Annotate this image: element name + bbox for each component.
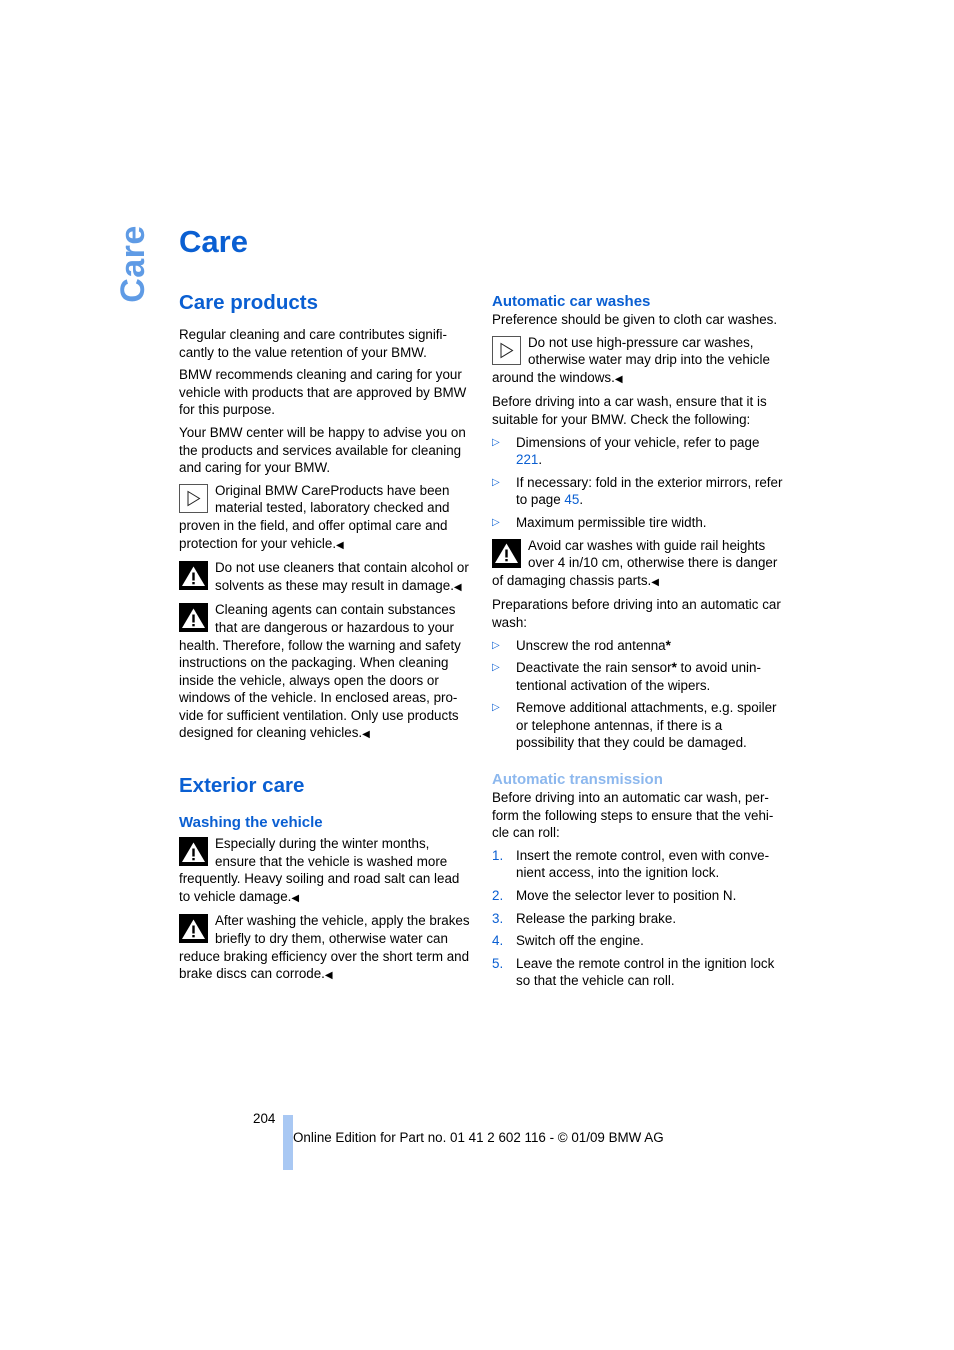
paragraph: BMW recommends cleaning and caring for your vehicle with products that are approved by BMW for this purpose. bbox=[179, 367, 467, 418]
list-item bbox=[492, 474, 783, 509]
list-item-suffix: . bbox=[538, 452, 543, 468]
step-number: 5. bbox=[492, 955, 504, 971]
warning-note bbox=[492, 537, 783, 592]
automatic-car-washes-heading: Automatic car washes bbox=[492, 293, 651, 310]
warning-text: Cleaning agents can contain substances that are dangerous or hazardous to your health. Therefore, follow the warning and safety instructions on the packaging. When cleaning inside the vehicle, always open the doors or windows of the vehicle. In enclosed areas, pro-vide for sufficient ventilation. Only use products designed for cleaning vehicles. bbox=[179, 602, 461, 741]
end-mark-icon: ◀ bbox=[336, 539, 344, 551]
warning-note bbox=[179, 835, 470, 907]
list-item-text: Remove additional attachments, e.g. spoiler or telephone antennas, if there is a possibility that they could be damaged. bbox=[516, 700, 777, 751]
check-list bbox=[492, 434, 783, 532]
step-number: 4. bbox=[492, 933, 504, 949]
side-tab bbox=[114, 225, 153, 303]
page-title: Care bbox=[179, 224, 248, 259]
automatic-transmission-heading: Automatic transmission bbox=[492, 771, 663, 789]
washing-vehicle-heading: Washing the vehicle bbox=[179, 814, 323, 832]
step-text: Move the selector lever to position N. bbox=[516, 888, 737, 904]
paragraph: Before driving into a car wash, ensure that it is suitable for your BMW. Check the following: bbox=[492, 394, 767, 427]
paragraph: Before driving into an automatic car wash, per-form the following steps to ensure that the vehi-cle can roll: bbox=[492, 790, 774, 841]
list-item-text: If necessary: fold in the exterior mirrors, refer to page bbox=[516, 474, 783, 508]
page-number: 204 bbox=[253, 1111, 276, 1126]
left-column bbox=[179, 290, 470, 990]
preparation-list bbox=[492, 637, 783, 753]
list-item-text: Dimensions of your vehicle, refer to page bbox=[516, 434, 760, 450]
triangle-bullet-icon: ▷ bbox=[492, 639, 500, 651]
paragraph: Your BMW center will be happy to advise you on the products and services available for cleaning and caring for your BMW. bbox=[179, 424, 466, 476]
step-item bbox=[492, 932, 783, 950]
end-mark-icon: ◀ bbox=[614, 373, 623, 385]
list-item bbox=[492, 699, 783, 752]
triangle-bullet-icon: ▷ bbox=[492, 662, 500, 674]
care-products-heading: Care products bbox=[179, 291, 318, 314]
tip-note bbox=[492, 334, 783, 389]
list-item bbox=[492, 514, 783, 532]
list-item bbox=[492, 637, 783, 655]
list-item-text: Maximum permissible tire width. bbox=[516, 514, 707, 530]
steps-list bbox=[492, 847, 783, 990]
step-text: Leave the remote control in the ignition lock so that the vehicle can roll. bbox=[516, 955, 775, 989]
list-item-text: Unscrew the rod antenna bbox=[516, 637, 666, 653]
end-mark-icon: ◀ bbox=[362, 729, 370, 741]
warning-note bbox=[179, 559, 470, 596]
warning-icon bbox=[492, 539, 521, 568]
triangle-bullet-icon: ▷ bbox=[492, 702, 500, 714]
step-item bbox=[492, 910, 783, 928]
triangle-bullet-icon: ▷ bbox=[492, 436, 500, 448]
step-item bbox=[492, 955, 783, 990]
tip-note bbox=[179, 482, 470, 554]
paragraph: Regular cleaning and care contributes signifi-cantly to the value retention of your BMW. bbox=[179, 327, 447, 360]
list-item-suffix: . bbox=[579, 492, 584, 508]
side-tab-label: Care bbox=[114, 225, 153, 303]
end-mark-icon: ◀ bbox=[291, 892, 300, 904]
warning-text: After washing the vehicle, apply the brakes briefly to dry them, otherwise water can reduce braking efficiency over the short term and brake discs can corrode. bbox=[179, 913, 470, 982]
warning-text: Avoid car washes with guide rail heights over 4 in/10 cm, otherwise there is danger of damaging chassis parts. bbox=[492, 537, 778, 588]
step-number: 1. bbox=[492, 847, 504, 863]
warning-icon bbox=[179, 603, 208, 632]
footer-bar bbox=[283, 1115, 293, 1170]
warning-note bbox=[179, 601, 470, 744]
list-item bbox=[492, 659, 783, 694]
play-tip-icon bbox=[492, 336, 521, 365]
play-tip-icon bbox=[179, 484, 208, 513]
warning-icon bbox=[179, 561, 208, 590]
page-link[interactable]: 221 bbox=[516, 452, 539, 468]
paragraph: Preference should be given to cloth car washes. bbox=[492, 312, 778, 327]
footer-text: Online Edition for Part no. 01 41 2 602 116 - © 01/09 BMW AG bbox=[293, 1130, 664, 1145]
page-link[interactable]: 45 bbox=[564, 492, 580, 508]
list-item-suffix: to avoid unin-tentional activation of the wipers. bbox=[516, 660, 761, 693]
step-item bbox=[492, 847, 783, 882]
warning-text: Especially during the winter months, ensure that the vehicle is washed more frequently. Heavy soiling and road salt can lead to vehicle damage. bbox=[179, 836, 460, 904]
end-mark-icon: ◀ bbox=[324, 970, 333, 982]
paragraph: Preparations before driving into an automatic car wash: bbox=[492, 597, 781, 630]
end-mark-icon: ◀ bbox=[453, 581, 462, 593]
tip-text: Do not use high-pressure car washes, otherwise water may drip into the vehicle around the windows. bbox=[492, 334, 770, 385]
step-number: 2. bbox=[492, 888, 504, 904]
warning-icon bbox=[179, 837, 208, 866]
end-mark-icon: ◀ bbox=[651, 576, 659, 588]
tip-text: Original BMW CareProducts have been material tested, laboratory checked and proven in the field, and offer optimal care and protection for your vehicle. bbox=[179, 482, 450, 551]
warning-icon bbox=[179, 914, 208, 943]
step-item bbox=[492, 887, 783, 905]
warning-note bbox=[179, 912, 470, 984]
optional-equipment-star: * bbox=[665, 637, 671, 653]
list-item-text: Deactivate the rain sensor bbox=[516, 660, 672, 676]
step-text: Switch off the engine. bbox=[516, 933, 644, 949]
triangle-bullet-icon: ▷ bbox=[492, 476, 500, 488]
step-text: Insert the remote control, even with conve-nient access, into the ignition lock. bbox=[516, 847, 770, 881]
step-number: 3. bbox=[492, 910, 504, 926]
optional-equipment-star: * bbox=[671, 660, 677, 676]
right-column bbox=[492, 292, 783, 995]
step-text: Release the parking brake. bbox=[516, 910, 677, 926]
warning-text: Do not use cleaners that contain alcohol or solvents as these may result in damage. bbox=[215, 560, 469, 593]
list-item bbox=[492, 434, 783, 469]
triangle-bullet-icon: ▷ bbox=[492, 516, 500, 528]
exterior-care-heading: Exterior care bbox=[179, 774, 305, 798]
